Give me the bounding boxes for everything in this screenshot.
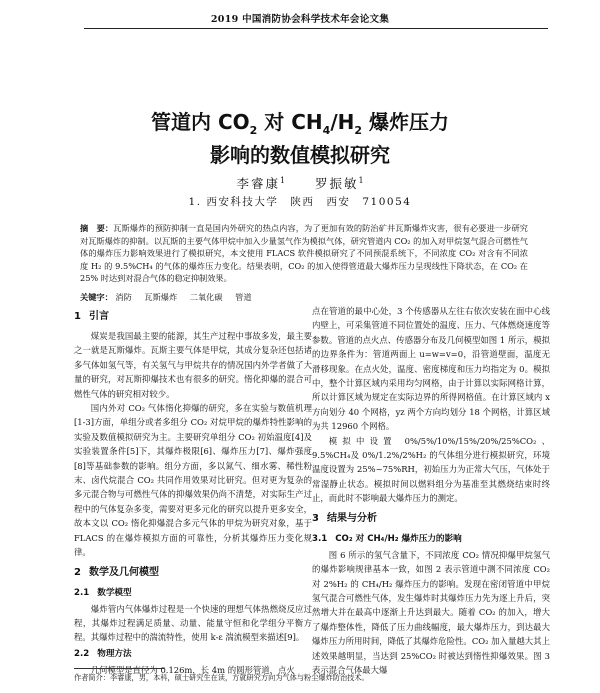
subsection-heading-3-1: 3.1 CO₂ 对 CH₄/H₂ 爆炸压力的影响 [312,533,462,544]
keyword: 消防 [115,292,132,302]
keyword: 瓦斯爆炸 [144,292,178,302]
paragraph: 点在管道的最中心处，3 个传感器从左往右依次安装在面中心线内壁上，可采集管道不同位置处的温度、压力、气体燃烧速度等参数。管道的点火点、传感器分布及几何模型如图 1 所示，模拟的边界条件为：管道两面上 u=w=v=0，沿管道壁面，温度无滑移现象。在点火处，温度、密度梯度和压力均指定为 0。模拟中，整个计算区域内采用均匀网格，由于计算以实际网格计算，所以计算区域为规定在实际边界的所得网格值。在计算区域内 x 方向划分 40 个网格，yz 两个方向均划分 18 个网格，计算区域为共 12960 个网格。 [312,306,550,432]
paper-title [0,110,600,167]
affiliation: 1. 西安科技大学 陕西 西安 710054 [188,196,412,208]
section-heading-3: 3 结果与分析 [312,512,377,524]
author-name: 罗振敏 [314,176,359,191]
keywords-label: 关键字： [80,292,113,302]
subsection-heading-2-2: 2.2 物理方法 [74,648,132,659]
title-line-1: 管道内 $CO_2$ 对 $CH_4/H_2$ 爆炸压力 [151,110,449,137]
footnote: 作者简介：李睿康，男，本科，硕士研究生在读，方就研究方向为气体与粉尘爆炸防治技术。 [74,673,369,682]
paragraph: 图 6 所示的氢气含量下，不同浓度 CO₂ 情况抑爆甲烷氢气的爆炸影响规律基本一致，如图 2 表示管道中测不同浓度 CO₂ 对 2%H₂ 的 CH₄/H₂ 爆炸压力的影响。发现在密闭管道中甲烷氢气混合可燃性气体，发生爆炸时其爆炸压力先为逐上升后，突然增大并在最高中逐渐上升达到最大。随着 CO₂ 的加入，增大了爆炸整体性，降低了压力曲线幅度，最大爆炸压力，到达最大爆炸压力所用时间，降低了其爆炸危险性。CO₂ 加入量越大其上述效果越明显，当达到 25%CO₂ 时被达到惰性抑爆效果。图 3 表示混合气体最大爆 [312,549,550,675]
subsection-heading-2-1: 2.1 数学模型 [74,587,132,598]
paragraph: 煤炭是我国最主要的能源，其生产过程中事故多发，最主要之一就是瓦斯爆炸。瓦斯主要气体是甲烷，其成分复杂还包括诸多气体如氢气等，有关氢气与甲烷共存的情况国内外学者做了大量的研究，对瓦斯抑爆技术也有很多的研究。惰化抑爆的混合可燃性气体的研究相对较少。 [74,331,312,399]
left-column [74,304,312,675]
author-name: 李睿康 [236,176,280,191]
affiliation-mark: 1 [358,175,364,185]
title-line-2: 影响的数值模拟研究 [210,143,390,167]
running-header: 2019 中国消防协会科学技术年会论文集 [210,14,390,25]
section-heading-2: 2 数学及几何模型 [74,566,159,578]
abstract-text: 瓦斯爆炸的预防抑制一直是国内外研究的热点内容，为了更加有效的防治矿井瓦斯爆炸灾害，很有必要进一步研究对瓦斯爆炸的抑制。以瓦斯的主要气体甲烷中加入少量氢气作为模拟气体，研究管道内 CO₂ 的加入对甲烷氢气混合可燃性气体的爆炸压力影响效果进行了模拟研究，本文使用 FLACS 软件模拟研究了不同预混系统下，不同浓度 CO₂ 对含有不同浓度 H₂ 的 9.5%CH₄ 的气体的爆炸压力变化。结果表明，CO₂ 的加入使得管道最大爆炸压力呈现线性下降状态，在 CO₂ 在 25% 时达到对混合气体的稳定抑制效果。 [80,223,528,284]
right-column [312,304,550,675]
keyword: 管道 [235,292,252,302]
paragraph: 模拟中设置 0%/5%/10%/15%/20%/25%CO₂、9.5%CH₄及 0%/1.2%/2%H₂ 的气体组分进行模拟研究，环境温度设置为 25%~75%RH，初始压力为正常大气压，气体处于常湿静止状态。模拟时间以燃料组分为基准至其燃烧结束时终止，而此时不影响最大爆炸压力的测定。 [312,435,550,504]
paragraph: 爆炸管内气体爆炸过程是一个快速的理想气体热燃烧反应过程，其爆炸过程满足质量、动量、能量守恒和化学组分平衡方程。其爆炸过程中的湍流特性，使用 k-ε 湍流模型来描述[9]。 [74,603,312,643]
abstract [80,222,528,285]
footnote-rule [74,668,164,669]
keywords [80,291,528,303]
paragraph: 国内外对 CO₂ 气体惰化抑爆的研究，多在实验与数值机理[1-3]方面，单组分或者多组分 CO₂ 对烷甲烷的爆炸特性影响的实验及数值模拟研究为主。主要研究单组分 CO₂ 初始温度[4]及实验装置条件[5]下，其爆炸极限[6]、爆炸压力[7]、爆炸强度[8]等基础参数的影响。组分方面，多以氮气、细水雾、稀性粉末、卤代烷混合 CO₂ 共同作用效果对比研究。但对更为复杂的多元混合物与可燃性气体的抑爆效果仍尚不清楚，对实际生产过程中的气体复杂多变，需要对更多元化的研究以提升更多安全，故本文以 CO₂ 惰化抑爆混合多元气体的甲烷为研究对象，基于 FLACS 的在爆炸模拟方面的可靠性，分析其爆炸压力变化规律。 [74,403,312,558]
keyword: 二氧化碳 [189,292,223,302]
header-rule [84,28,548,29]
abstract-label: 摘 要： [80,223,114,233]
author-list [0,174,600,192]
section-heading-1: 1 引言 [74,311,109,322]
paragraph: 几何模型是直径为 0.126m，长 4m 的圆形管道，点火 [90,664,295,675]
affiliation-mark: 1 [279,175,286,185]
